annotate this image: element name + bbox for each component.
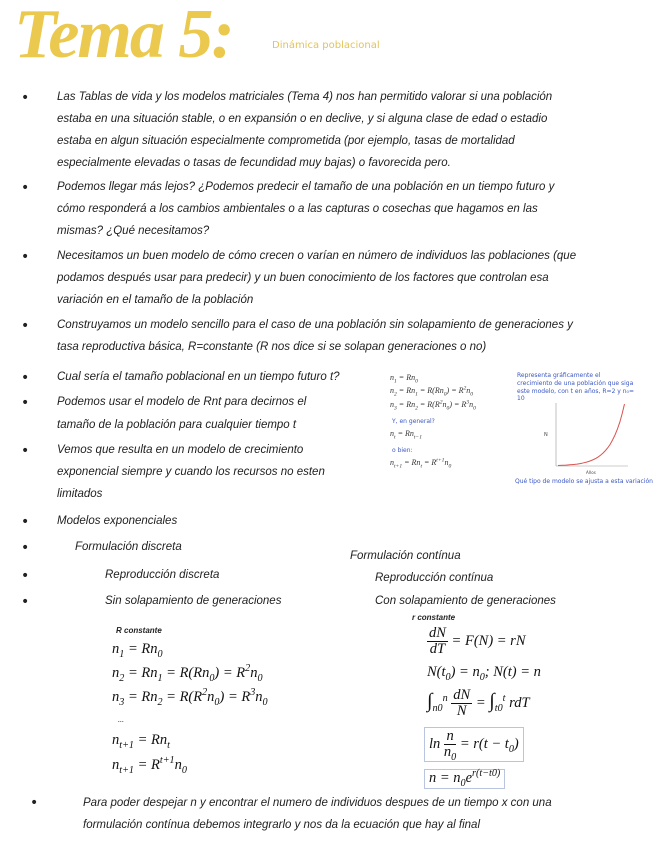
bullet-text: tasa reproductiva básica, R=constante (R nos dice si se solapan generaciones o no) bbox=[57, 341, 487, 353]
bullet-text: Podemos llegar más lejos? ¿Podemos predecir el tamaño de una población en un tiempo futuro y bbox=[57, 181, 555, 193]
equation-nt1-power: $n_{t+1} = R^{t+1}n_0$ bbox=[112, 755, 187, 776]
continuous-heading: Formulación contínua bbox=[350, 550, 461, 562]
bullet-text: Sin solapamiento de generaciones bbox=[105, 595, 282, 607]
inset-eq-n3: $n_3 = Rn_2 = R(R^2n_0) = R^3n_0$ bbox=[390, 399, 476, 412]
r-constant-label: r constante bbox=[412, 613, 456, 622]
page-title: Tema 5: bbox=[14, 0, 233, 73]
inset-eq-nt: $n_t = Rn_{t-1}$ bbox=[390, 429, 422, 441]
final-bullet-text: Para poder despejar n y encontrar el numero de individuos despues de un tiempo x con una bbox=[83, 797, 552, 809]
bullet-text: Reproducción discreta bbox=[105, 569, 220, 581]
inset-eq-n2: $n_2 = Rn_1 = R(Rn_0) = R^2n_0$ bbox=[390, 385, 474, 398]
chart-xlabel: Años bbox=[586, 470, 596, 475]
equation-n2: $n_2 = Rn_1 = R(Rn_0) = R^2n_0$ bbox=[112, 663, 263, 684]
inset-eq-nt1: $n_{t+1} = Rn_t = R^{t+1}n_0$ bbox=[390, 457, 452, 470]
equation-n1: $n_1 = Rn_0$ bbox=[112, 641, 163, 660]
bullet-dot: • bbox=[30, 795, 39, 811]
growth-curve bbox=[558, 404, 625, 466]
bullet-text: mismas? ¿Qué necesitamos? bbox=[57, 225, 210, 237]
bullet-dot: • bbox=[21, 514, 30, 530]
bullet-text: Formulación discreta bbox=[75, 541, 182, 553]
bullet-text: limitados bbox=[57, 488, 103, 500]
bullet-dot: • bbox=[21, 540, 30, 556]
equation-initial: $N(t_0) = n_0$; N(t) = n bbox=[427, 664, 541, 683]
equation-integral: $\int_{n0}^n$ $\frac{dN}{N}$ = $\int_{t0}^t$ rdT bbox=[427, 687, 530, 720]
continuous-item: Con solapamiento de generaciones bbox=[375, 595, 556, 607]
inset-chart bbox=[538, 400, 633, 475]
bullet-dot: • bbox=[21, 370, 30, 386]
equation-exponential-boxed: $n = n_0e^{r(t-t0)}$ bbox=[424, 769, 505, 789]
page-subtitle: Dinámica poblacional bbox=[272, 40, 380, 51]
bullet-dot: • bbox=[21, 318, 30, 334]
bullet-dot: • bbox=[21, 180, 30, 196]
bullet-text: Modelos exponenciales bbox=[57, 515, 178, 527]
bullet-dot: • bbox=[21, 568, 30, 584]
bullet-text: podamos después usar para predecir) y un buen conocimiento de los factores que controlan esa bbox=[57, 272, 549, 284]
bullet-text: variación en el tamaño de la población bbox=[57, 294, 254, 306]
inset-chart-caption: Representa gráficamente el crecimiento de una población que siga este modelo, con t en años, R=2 y n₀= 10 bbox=[517, 372, 634, 403]
bullet-dot: • bbox=[21, 594, 30, 610]
bullet-text: estaba en una situación stable, o en expansión o en declive, y si alguna clase de edad o estadio bbox=[57, 113, 548, 125]
bullet-text: Vemos que resulta en un modelo de crecimiento bbox=[57, 444, 304, 456]
bullet-dot: • bbox=[21, 249, 30, 265]
bullet-text: cómo responderá a los cambios ambientales o a las capturas o cosechas que hagamos en las bbox=[57, 203, 538, 215]
bullet-dot: • bbox=[21, 395, 30, 411]
inset-eq-n1: $n_1 = Rn_0$ bbox=[390, 373, 418, 385]
ellipsis: ... bbox=[118, 715, 124, 724]
bullet-text: especialmente elevadas o tasas de fecundidad muy bajas) o favorecida pero. bbox=[57, 157, 451, 169]
inset-chart-question: Qué tipo de modelo se ajusta a esta variación bbox=[515, 478, 653, 485]
bullet-text: Necesitamos un buen modelo de cómo crecen o varían en número de individuos las poblaciones (que bbox=[57, 250, 577, 262]
equation-nt1: $n_{t+1} = Rn_t$ bbox=[112, 732, 170, 751]
bullet-dot: • bbox=[21, 443, 30, 459]
chart-ylabel: N bbox=[544, 432, 548, 438]
bullet-dot: • bbox=[21, 90, 30, 106]
final-bullet-text: formulación contínua debemos integrarlo y nos da la ecuación que hay al final bbox=[83, 819, 480, 831]
bullet-text: Cual sería el tamaño poblacional en un tiempo futuro t? bbox=[57, 371, 340, 383]
bullet-text: Construyamos un modelo sencillo para el caso de una población sin solapamiento de generaciones y bbox=[57, 319, 573, 331]
bullet-text: Podemos usar el modelo de Rnt para decirnos el bbox=[57, 396, 307, 408]
inset-general-label: Y, en general? bbox=[392, 418, 435, 425]
bullet-text: tamaño de la población para cualquier tiempo t bbox=[57, 419, 297, 431]
bullet-text: Las Tablas de vida y los modelos matriciales (Tema 4) nos han permitido valorar si una población bbox=[57, 91, 553, 103]
bullet-text: estaba en algun situación especialmente comprometida (por ejemplo, tasas de mortalidad bbox=[57, 135, 515, 147]
inset-or-label: o bien: bbox=[392, 447, 413, 454]
bullet-text: exponencial siempre y cuando los recursos no esten bbox=[57, 466, 325, 478]
R-constant-label: R constante bbox=[116, 626, 162, 635]
equation-ln-boxed: ln $\frac{n}{n_0}$ = $r(t - t_0)$ bbox=[424, 727, 524, 762]
continuous-item: Reproducción contínua bbox=[375, 572, 494, 584]
equation-dNdT: $\frac{dN}{dT}$ = F(N) = rN bbox=[429, 625, 526, 658]
equation-n3: $n_3 = Rn_2 = R(R^2n_0) = R^3n_0$ bbox=[112, 687, 268, 708]
